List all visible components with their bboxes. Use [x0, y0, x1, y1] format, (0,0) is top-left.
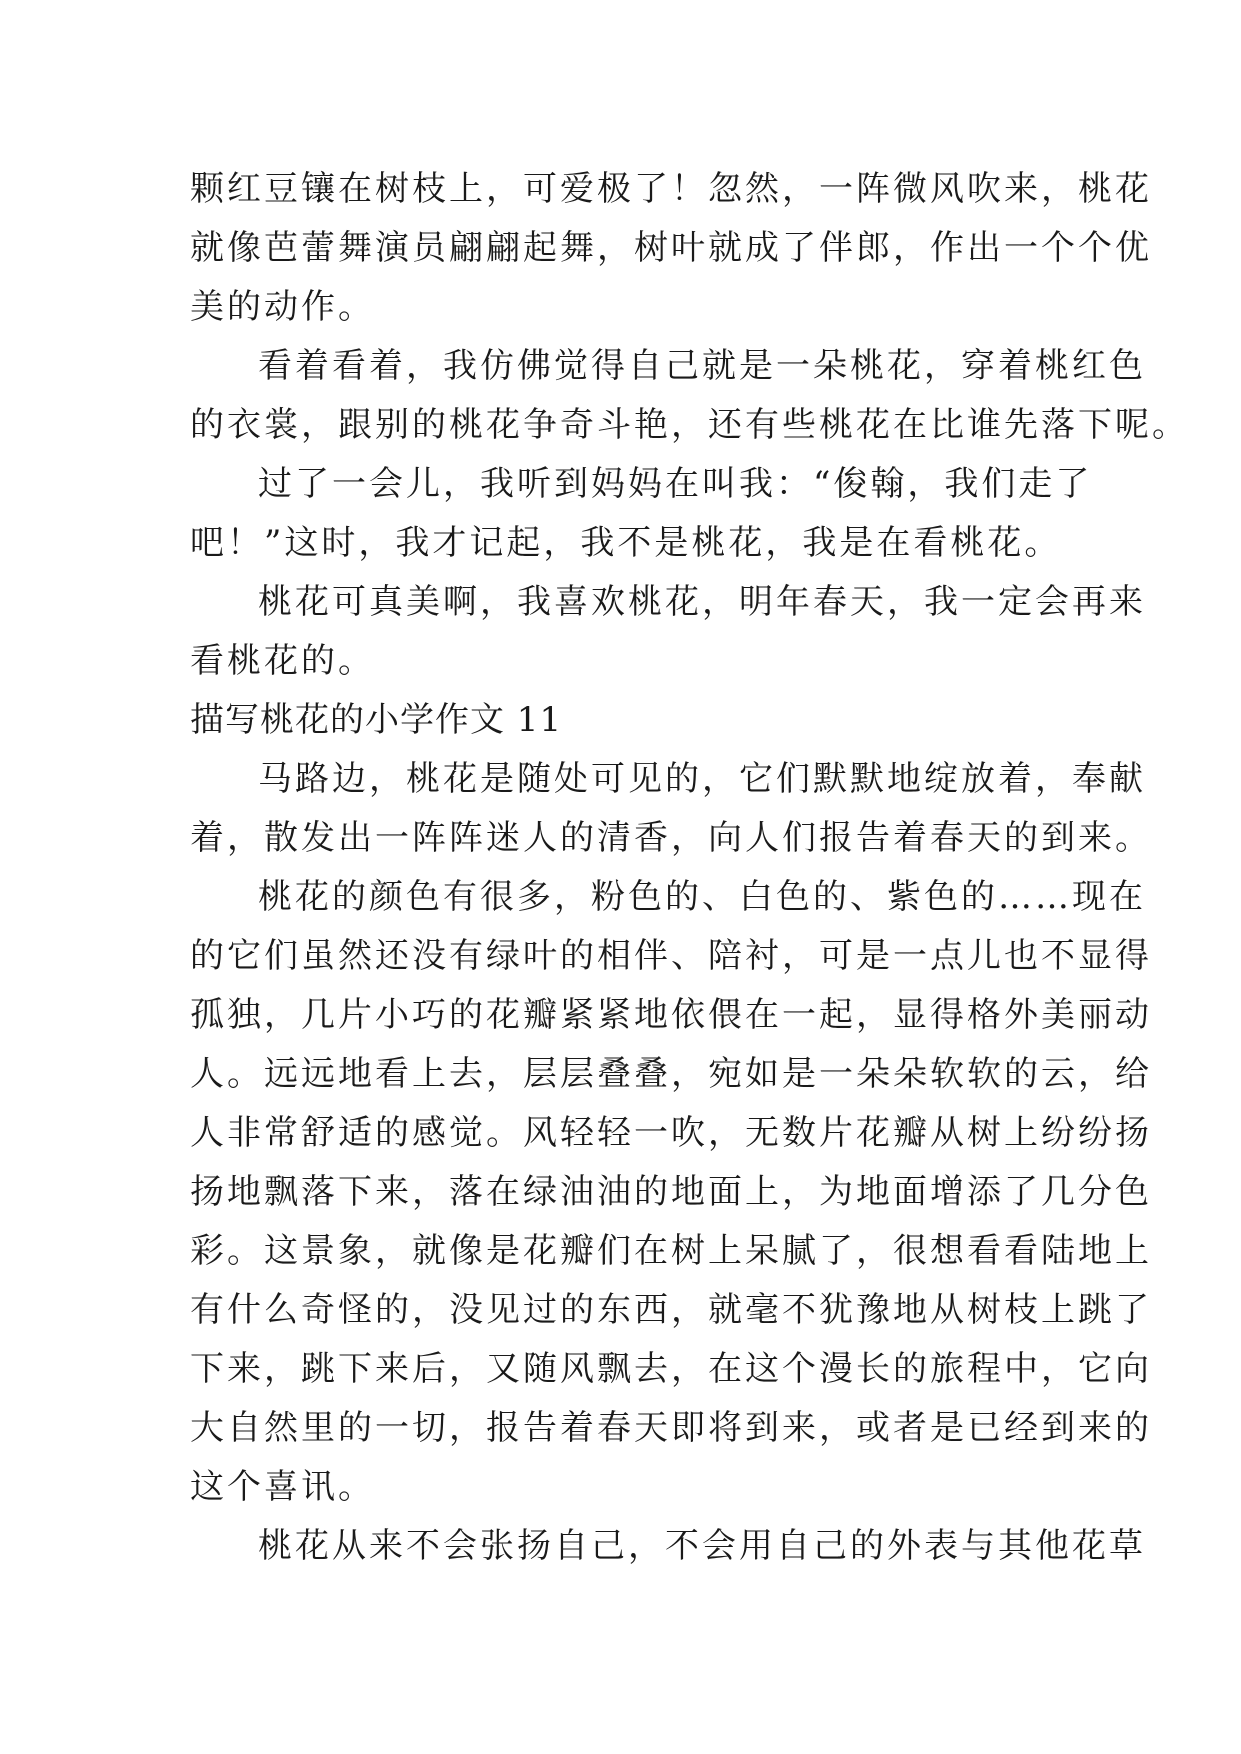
paragraph-first-line: 过了一会儿，我听到妈妈在叫我：“俊翰，我们走了 — [258, 464, 1093, 504]
section-heading: 描写桃花的小学作文 11 — [190, 700, 563, 740]
paragraph-first-line: 看着看着，我仿佛觉得自己就是一朵桃花，穿着桃红色 — [258, 346, 1146, 386]
document-page — [190, 160, 1189, 1576]
paragraph-first-line: 桃花可真美啊，我喜欢桃花，明年春天，我一定会再来 — [258, 582, 1146, 622]
text-line: 这个喜讯。 — [190, 1467, 375, 1507]
text-line: 下来，跳下来后，又随风飘去，在这个漫长的旅程中，它向 — [190, 1349, 1152, 1389]
paragraph-first-line: 桃花从来不会张扬自己，不会用自己的外表与其他花草 — [258, 1526, 1146, 1566]
text-line: 扬地飘落下来，落在绿油油的地面上，为地面增添了几分色 — [190, 1172, 1152, 1212]
text-line: 彩。这景象，就像是花瓣们在树上呆腻了，很想看看陆地上 — [190, 1231, 1152, 1271]
text-line: 美的动作。 — [190, 287, 375, 327]
text-line: 就像芭蕾舞演员翩翩起舞，树叶就成了伴郎，作出一个个优 — [190, 228, 1152, 268]
text-line: 的它们虽然还没有绿叶的相伴、陪衬，可是一点儿也不显得 — [190, 936, 1152, 976]
text-line: 的衣裳，跟别的桃花争奇斗艳，还有些桃花在比谁先落下呢。 — [190, 405, 1189, 445]
text-line: 大自然里的一切，报告着春天即将到来，或者是已经到来的 — [190, 1408, 1152, 1448]
paragraph-first-line: 马路边，桃花是随处可见的，它们默默地绽放着，奉献 — [258, 759, 1146, 799]
text-line: 看桃花的。 — [190, 641, 375, 681]
text-line: 颗红豆镶在树枝上，可爱极了！忽然，一阵微风吹来，桃花 — [190, 169, 1152, 209]
text-line: 着，散发出一阵阵迷人的清香，向人们报告着春天的到来。 — [190, 818, 1152, 858]
text-line: 吧！”这时，我才记起，我不是桃花，我是在看桃花。 — [190, 523, 1062, 563]
text-line: 人非常舒适的感觉。风轻轻一吹，无数片花瓣从树上纷纷扬 — [190, 1113, 1152, 1153]
text-line: 孤独，几片小巧的花瓣紧紧地依偎在一起，显得格外美丽动 — [190, 995, 1152, 1035]
paragraph-first-line: 桃花的颜色有很多，粉色的、白色的、紫色的……现在 — [258, 877, 1146, 917]
text-line: 人。远远地看上去，层层叠叠，宛如是一朵朵软软的云，给 — [190, 1054, 1152, 1094]
text-line: 有什么奇怪的，没见过的东西，就毫不犹豫地从树枝上跳了 — [190, 1290, 1152, 1330]
